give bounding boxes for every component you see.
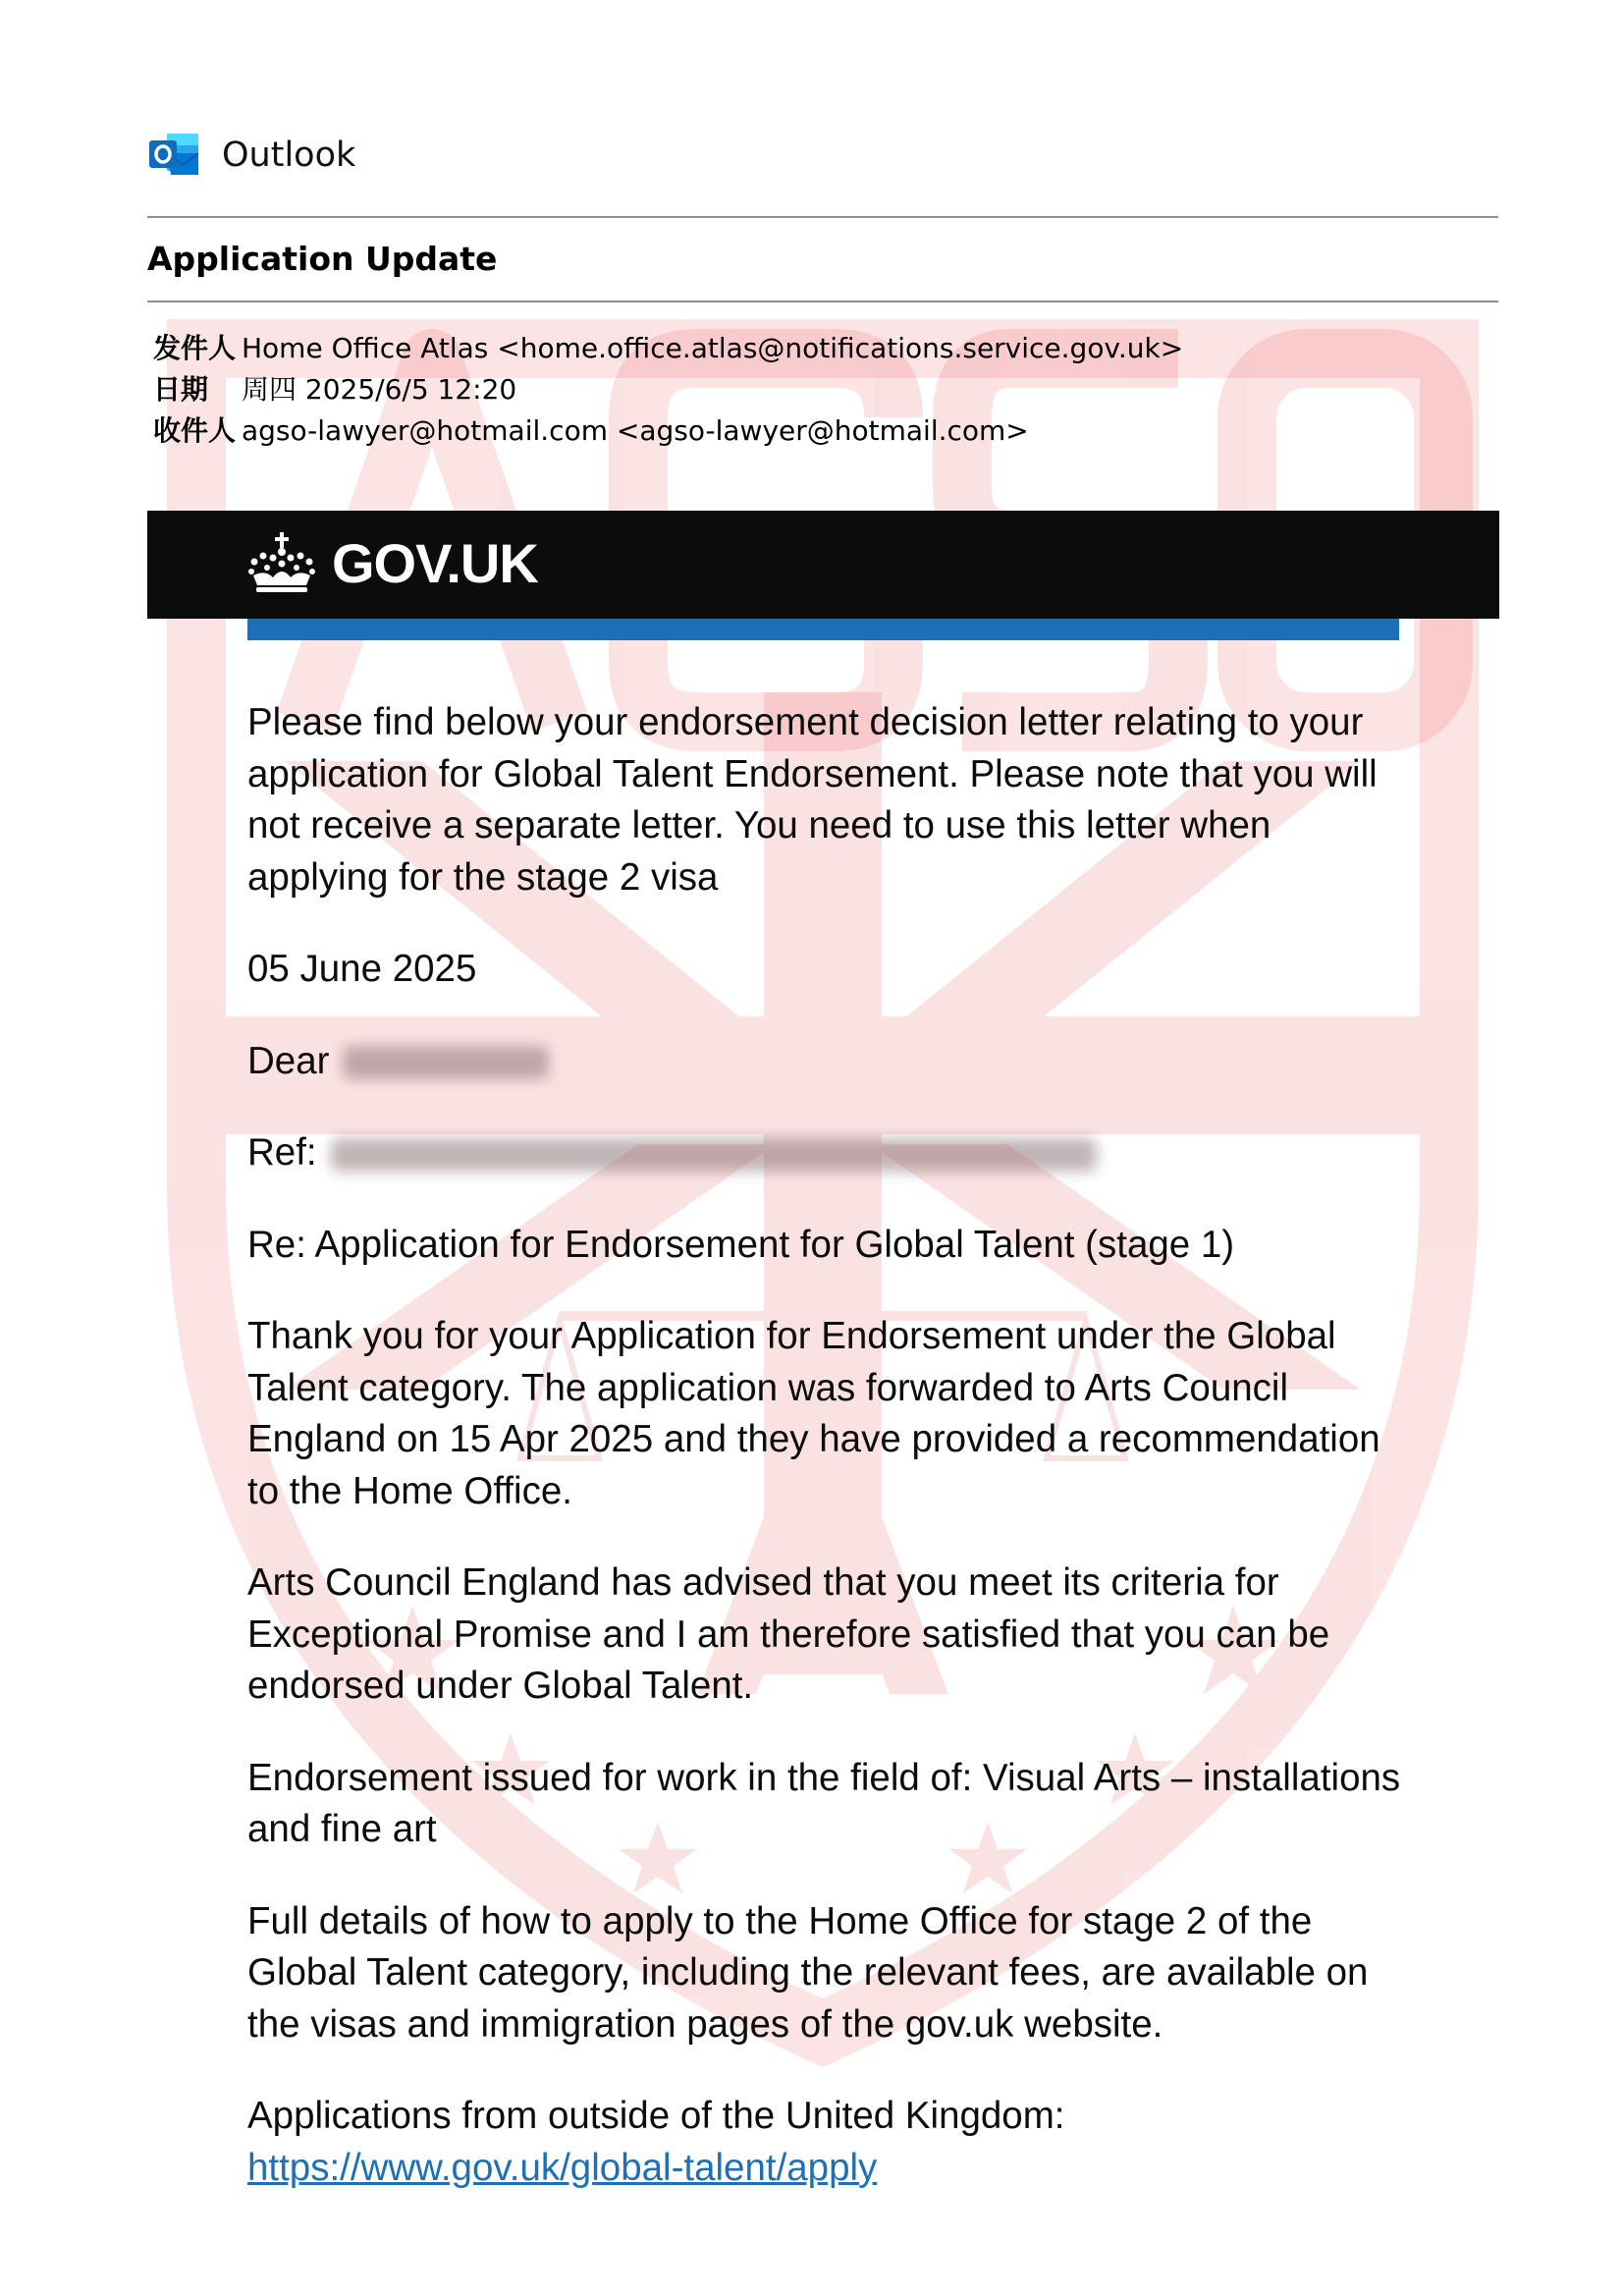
- app-name: Outlook: [222, 136, 356, 175]
- apply-label: Applications from outside of the United Kingdom:: [247, 2095, 1065, 2137]
- letter-date: 05 June 2025: [247, 948, 477, 990]
- header-divider: [147, 216, 1498, 218]
- email-subject: Application Update: [147, 240, 498, 278]
- field-paragraph: Endorsement issued for work in the field of: Visual Arts – installations and fine art: [247, 1756, 1401, 1850]
- redacted-reference-number: [331, 1138, 1097, 1172]
- govuk-accent-bar: [247, 619, 1399, 640]
- date-row: [153, 369, 1183, 410]
- date-label: 日期: [153, 373, 209, 406]
- salutation-label: Dear: [247, 1039, 330, 1082]
- govuk-banner: [147, 511, 1499, 619]
- app-header: [149, 132, 355, 179]
- subject-divider: [147, 301, 1498, 302]
- thanks-paragraph: Thank you for your Application for Endorsement under the Global Talent category. The application was forwarded to Arts Council England on 15 Apr 2025 and they have provided a recommendation to the Home Office.: [247, 1315, 1380, 1512]
- advised-paragraph: Arts Council England has advised that you meet its criteria for Exceptional Promise and I am therefore satisfied that you can be endorsed under Global Talent.: [247, 1561, 1330, 1707]
- intro-paragraph: Please find below your endorsement decision letter relating to your application for Global Talent Endorsement. Please note that you will not receive a separate letter. You need to use this letter when applying for the stage 2 visa: [247, 701, 1378, 899]
- date-value: 周四 2025/6/5 12:20: [242, 373, 517, 406]
- to-value[interactable]: agso-lawyer@hotmail.com <agso-lawyer@hotmail.com>: [242, 414, 1029, 447]
- from-value[interactable]: Home Office Atlas <home.office.atlas@notifications.service.gov.uk>: [242, 332, 1184, 364]
- from-row: [153, 328, 1183, 369]
- from-label: 发件人: [153, 332, 237, 364]
- apply-link[interactable]: https://www.gov.uk/global-talent/apply: [247, 2146, 878, 2189]
- details-paragraph: Full details of how to apply to the Home Office for stage 2 of the Global Talent category, including the relevant fees, are available on the visas and immigration pages of the gov.uk website.: [247, 1899, 1369, 2046]
- to-row: [153, 410, 1183, 452]
- govuk-wordmark: GOV.UK: [332, 531, 538, 594]
- re-line: Re: Application for Endorsement for Global Talent (stage 1): [247, 1223, 1235, 1266]
- reference-line: [247, 1127, 1406, 1179]
- salutation: [247, 1036, 1406, 1088]
- outlook-icon: [149, 132, 200, 179]
- ref-label: Ref:: [247, 1131, 317, 1174]
- apply-paragraph: [247, 2091, 1406, 2194]
- redacted-recipient-name: [343, 1046, 549, 1079]
- to-label: 收件人: [153, 414, 237, 447]
- govuk-logo[interactable]: [245, 530, 538, 595]
- letter-body: [247, 697, 1406, 2234]
- email-metadata: [153, 328, 1183, 452]
- crown-icon: [245, 530, 318, 595]
